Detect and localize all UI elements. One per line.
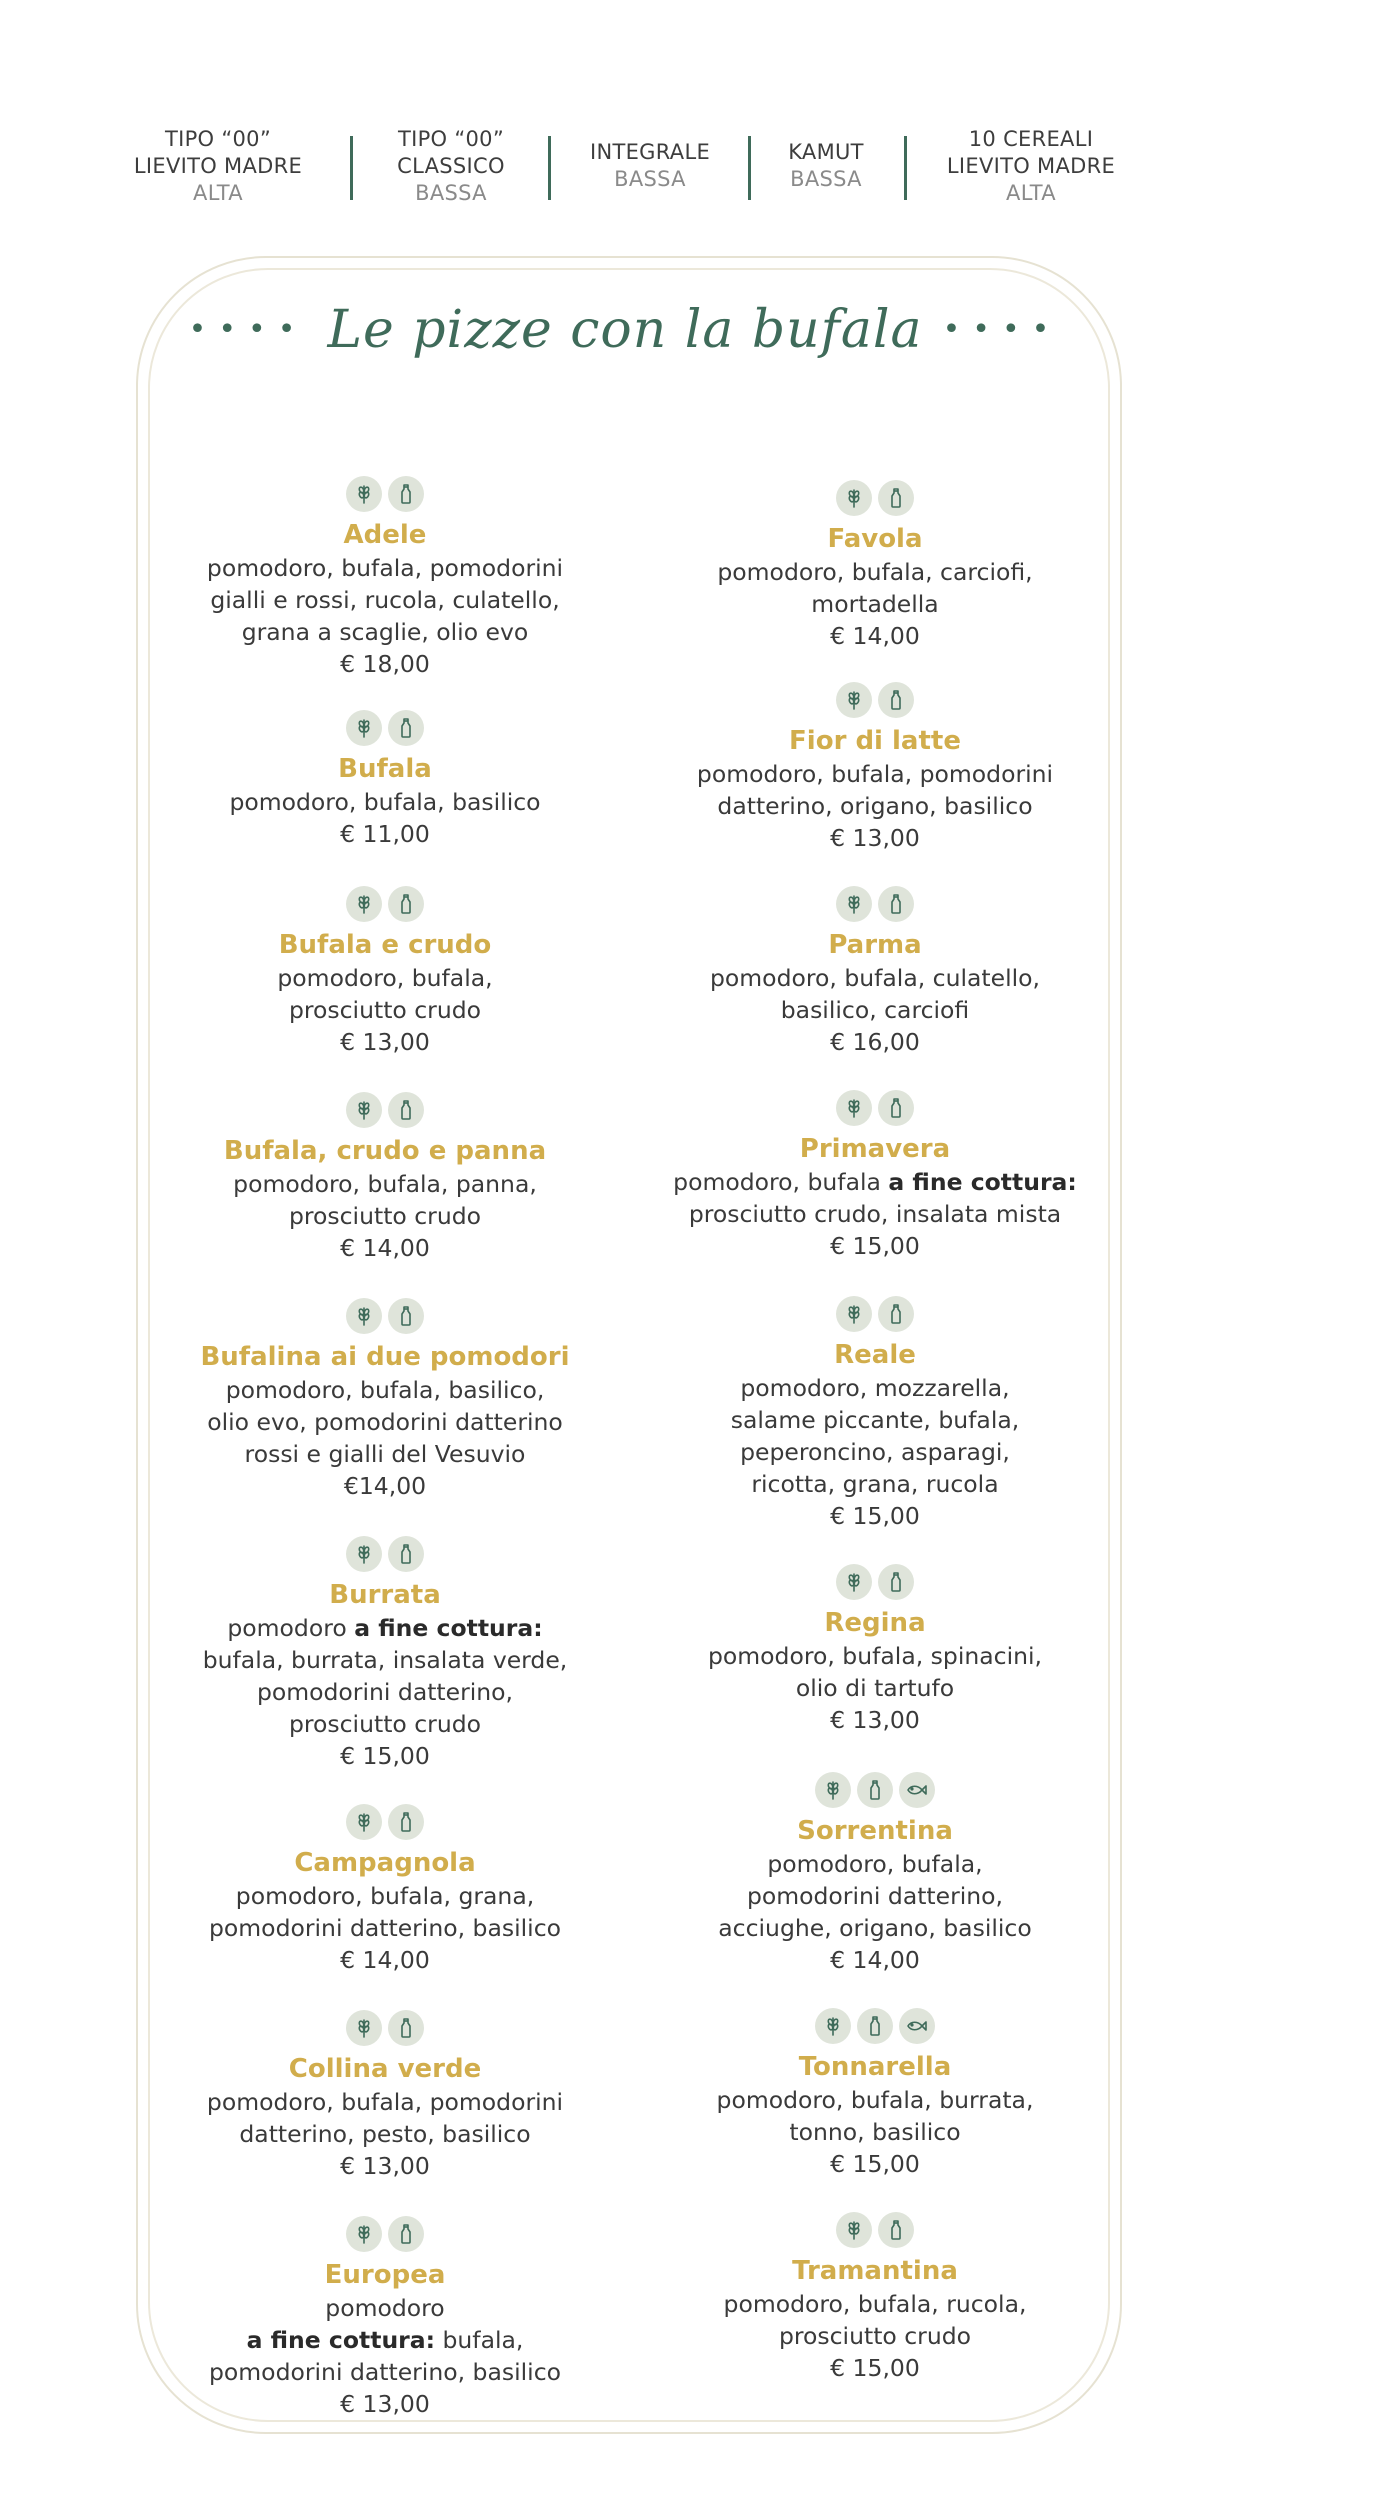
fish-icon: [899, 1772, 935, 1808]
description-line: pomodoro, bufala, culatello,: [710, 964, 1040, 992]
description-line: prosciutto crudo: [778, 2322, 972, 2350]
description-line: [165, 1612, 605, 1644]
menu-item: [655, 2008, 1095, 2180]
pizza-name: Campagnola: [294, 1848, 476, 1878]
description-line: prosciutto crudo: [288, 1202, 482, 1230]
pizza-name: Sorrentina: [797, 1816, 953, 1846]
description-line: prosciutto crudo: [288, 996, 482, 1024]
wheat-icon: [836, 886, 872, 922]
legend-sub: BASSA: [790, 167, 862, 191]
pizza-description: [655, 1848, 1095, 1944]
description-line: salame piccante, bufala,: [730, 1406, 1020, 1434]
dough-badges: [655, 2212, 1095, 2252]
pizza-name: Reale: [834, 1340, 916, 1370]
title-dots-right: ••••: [942, 312, 1062, 347]
dough-badges: [655, 480, 1095, 520]
pizza-name: Parma: [828, 930, 922, 960]
dough-badges: [165, 476, 605, 516]
description-line: pomodorini datterino,: [256, 1678, 514, 1706]
pizza-price: € 15,00: [830, 2150, 920, 2178]
pizza-name: Burrata: [329, 1580, 441, 1610]
pizza-price: € 18,00: [340, 650, 430, 678]
legend-line2: INTEGRALE: [589, 140, 711, 164]
bottle-icon: [878, 480, 914, 516]
description-line: pomodorini datterino,: [746, 1882, 1004, 1910]
pizza-price: € 13,00: [340, 2152, 430, 2180]
wheat-icon: [346, 886, 382, 922]
pizza-price: € 14,00: [340, 1946, 430, 1974]
pizza-name: Favola: [827, 524, 923, 554]
legend-line2: KAMUT: [788, 140, 864, 164]
wheat-icon: [836, 1564, 872, 1600]
legend-line2: LIEVITO MADRE: [946, 154, 1116, 178]
description-line: [165, 2324, 605, 2356]
pizza-price: € 13,00: [340, 2390, 430, 2418]
dough-badges: [165, 1804, 605, 1844]
legend-item: [550, 139, 750, 193]
bottle-icon: [878, 1564, 914, 1600]
pizza-price: € 15,00: [830, 1502, 920, 1530]
description-line: pomodoro, bufala, panna,: [233, 1170, 537, 1198]
dough-badges: [655, 2008, 1095, 2048]
wheat-icon: [346, 1092, 382, 1128]
legend-line1: TIPO “00”: [164, 127, 272, 151]
dough-badges: [165, 2216, 605, 2256]
dough-badges: [165, 886, 605, 926]
description-line: pomodoro, bufala, basilico: [229, 788, 541, 816]
description-line: datterino, origano, basilico: [717, 792, 1033, 820]
wheat-icon: [346, 1536, 382, 1572]
bottle-icon: [388, 2216, 424, 2252]
menu-item: [165, 710, 605, 850]
title-dots-left: ••••: [188, 312, 308, 347]
description-line: pomodoro, bufala, grana,: [235, 1882, 535, 1910]
description-line: pomodoro, bufala,: [277, 964, 493, 992]
pizza-description: [165, 1880, 605, 1944]
pizza-description: [655, 2084, 1095, 2148]
pizza-description: [165, 1168, 605, 1232]
wheat-icon: [836, 2212, 872, 2248]
pizza-price: € 16,00: [830, 1028, 920, 1056]
bottle-icon: [388, 1092, 424, 1128]
legend-item: [118, 126, 318, 207]
wheat-icon: [836, 682, 872, 718]
legend-item: [351, 126, 551, 207]
description-line: mortadella: [811, 590, 939, 618]
pizza-price: € 15,00: [830, 1232, 920, 1260]
dough-badges: [655, 1772, 1095, 1812]
description-line: acciughe, origano, basilico: [718, 1914, 1032, 1942]
dough-badges: [165, 710, 605, 750]
pizza-description: [165, 1374, 605, 1470]
bottle-icon: [388, 886, 424, 922]
description-line: olio di tartufo: [795, 1674, 955, 1702]
description-line: pomodoro, bufala, pomodorini: [696, 760, 1054, 788]
menu-item: [655, 480, 1095, 652]
menu-item: [165, 1298, 605, 1502]
description-text: bufala,: [435, 2326, 524, 2354]
menu-item: [165, 2216, 605, 2420]
pizza-price: € 14,00: [830, 622, 920, 650]
pizza-price: € 14,00: [340, 1234, 430, 1262]
pizza-price: € 13,00: [830, 1706, 920, 1734]
bottle-icon: [388, 1804, 424, 1840]
dough-legend: [118, 126, 1138, 212]
description-line: pomodoro, mozzarella,: [740, 1374, 1010, 1402]
bottle-icon: [857, 1772, 893, 1808]
bottle-icon: [878, 2212, 914, 2248]
description-line: datterino, pesto, basilico: [239, 2120, 531, 2148]
legend-item: [931, 126, 1131, 207]
description-line: bufala, burrata, insalata verde,: [202, 1646, 568, 1674]
wheat-icon: [836, 1296, 872, 1332]
pizza-description: [655, 1640, 1095, 1704]
wheat-icon: [346, 1298, 382, 1334]
wheat-icon: [346, 476, 382, 512]
pizza-name: Primavera: [799, 1134, 951, 1164]
legend-line1: 10 CEREALI: [968, 127, 1094, 151]
description-emphasis: a fine cottura:: [246, 2326, 436, 2354]
description-line: pomodoro, bufala, pomodorini: [206, 2088, 564, 2116]
description-line: prosciutto crudo, insalata mista: [688, 1200, 1062, 1228]
wheat-icon: [346, 1804, 382, 1840]
dough-badges: [655, 886, 1095, 926]
pizza-description: [165, 552, 605, 648]
legend-sub: BASSA: [614, 167, 686, 191]
description-emphasis: a fine cottura:: [888, 1168, 1077, 1196]
dough-badges: [165, 1298, 605, 1338]
menu-item: [165, 1092, 605, 1264]
description-line: pomodorini datterino, basilico: [209, 2358, 561, 2386]
pizza-price: € 11,00: [340, 820, 430, 848]
menu-item: [655, 1296, 1095, 1532]
pizza-price: € 13,00: [830, 824, 920, 852]
pizza-description: [655, 962, 1095, 1026]
legend-sub: ALTA: [1006, 181, 1056, 205]
description-text: pomodoro: [227, 1614, 355, 1642]
pizza-price: € 15,00: [830, 2354, 920, 2382]
legend-line2: LIEVITO MADRE: [133, 154, 303, 178]
bottle-icon: [388, 710, 424, 746]
description-line: ricotta, grana, rucola: [751, 1470, 999, 1498]
menu-item: [165, 2010, 605, 2182]
fish-icon: [899, 2008, 935, 2044]
legend-divider: [904, 136, 907, 200]
dough-badges: [165, 1536, 605, 1576]
wheat-icon: [815, 1772, 851, 1808]
bottle-icon: [388, 2010, 424, 2046]
description-line: pomodoro, bufala, pomodorini: [206, 554, 564, 582]
dough-badges: [655, 1564, 1095, 1604]
description-line: [655, 1166, 1095, 1198]
description-line: basilico, carciofi: [780, 996, 970, 1024]
legend-line2: CLASSICO: [397, 154, 505, 178]
description-line: pomodorini datterino, basilico: [209, 1914, 561, 1942]
pizza-price: €14,00: [343, 1472, 427, 1500]
dough-badges: [655, 1296, 1095, 1336]
wheat-icon: [346, 710, 382, 746]
wheat-icon: [346, 2216, 382, 2252]
bottle-icon: [878, 1090, 914, 1126]
bottle-icon: [857, 2008, 893, 2044]
description-line: prosciutto crudo: [288, 1710, 482, 1738]
menu-item: [165, 476, 605, 680]
legend-line1: TIPO “00”: [397, 127, 505, 151]
pizza-price: € 14,00: [830, 1946, 920, 1974]
pizza-description: [655, 2288, 1095, 2352]
dough-badges: [165, 1092, 605, 1132]
description-line: pomodoro, bufala, basilico,: [225, 1376, 545, 1404]
pizza-name: Adele: [343, 520, 427, 550]
pizza-name: Tonnarella: [798, 2052, 952, 2082]
legend-item: [726, 139, 926, 193]
description-line: pomodoro, bufala, spinacini,: [707, 1642, 1042, 1670]
pizza-description: [655, 1372, 1095, 1500]
menu-item: [655, 2212, 1095, 2384]
bottle-icon: [388, 1298, 424, 1334]
pizza-name: Tramantina: [792, 2256, 958, 2286]
menu-item: [655, 1564, 1095, 1736]
pizza-name: Bufala e crudo: [278, 930, 492, 960]
menu-item: [655, 1772, 1095, 1976]
pizza-description: [165, 786, 605, 818]
pizza-name: Bufala, crudo e panna: [223, 1136, 547, 1166]
section-title-text: Le pizze con la bufala: [327, 300, 923, 360]
pizza-name: Europea: [324, 2260, 446, 2290]
description-line: pomodoro, bufala, carciofi,: [717, 558, 1033, 586]
wheat-icon: [836, 480, 872, 516]
description-text: pomodoro, bufala: [673, 1168, 889, 1196]
pizza-name: Regina: [824, 1608, 926, 1638]
pizza-description: [655, 556, 1095, 620]
wheat-icon: [815, 2008, 851, 2044]
menu-item: [655, 682, 1095, 854]
pizza-description: [165, 2292, 605, 2388]
description-line: gialli e rossi, rucola, culatello,: [210, 586, 560, 614]
bottle-icon: [878, 682, 914, 718]
menu-item: [655, 886, 1095, 1058]
pizza-name: Collina verde: [288, 2054, 482, 2084]
legend-sub: BASSA: [415, 181, 487, 205]
bottle-icon: [388, 476, 424, 512]
description-line: grana a scaglie, olio evo: [241, 618, 529, 646]
pizza-price: € 15,00: [340, 1742, 430, 1770]
menu-item: [655, 1090, 1095, 1262]
bottle-icon: [878, 1296, 914, 1332]
dough-badges: [655, 1090, 1095, 1130]
pizza-name: Bufalina ai due pomodori: [200, 1342, 570, 1372]
menu-item: [165, 1536, 605, 1772]
bottle-icon: [878, 886, 914, 922]
description-emphasis: a fine cottura:: [354, 1614, 543, 1642]
pizza-name: Fior di latte: [789, 726, 961, 756]
description-line: pomodoro, bufala, rucola,: [723, 2290, 1027, 2318]
pizza-description: [165, 1612, 605, 1740]
section-title: [0, 300, 1250, 360]
description-line: pomodoro, bufala, burrata,: [716, 2086, 1034, 2114]
description-line: rossi e gialli del Vesuvio: [244, 1440, 526, 1468]
dough-badges: [655, 682, 1095, 722]
pizza-description: [655, 758, 1095, 822]
description-line: tonno, basilico: [789, 2118, 961, 2146]
description-line: pomodoro: [325, 2294, 445, 2322]
bottle-icon: [388, 1536, 424, 1572]
pizza-description: [655, 1166, 1095, 1230]
menu-item: [165, 1804, 605, 1976]
legend-sub: ALTA: [193, 181, 243, 205]
pizza-price: € 13,00: [340, 1028, 430, 1056]
wheat-icon: [836, 1090, 872, 1126]
description-line: pomodoro, bufala,: [767, 1850, 983, 1878]
pizza-description: [165, 2086, 605, 2150]
menu-item: [165, 886, 605, 1058]
dough-badges: [165, 2010, 605, 2050]
description-line: olio evo, pomodorini datterino: [207, 1408, 563, 1436]
pizza-name: Bufala: [338, 754, 432, 784]
pizza-description: [165, 962, 605, 1026]
description-line: peperoncino, asparagi,: [740, 1438, 1010, 1466]
wheat-icon: [346, 2010, 382, 2046]
